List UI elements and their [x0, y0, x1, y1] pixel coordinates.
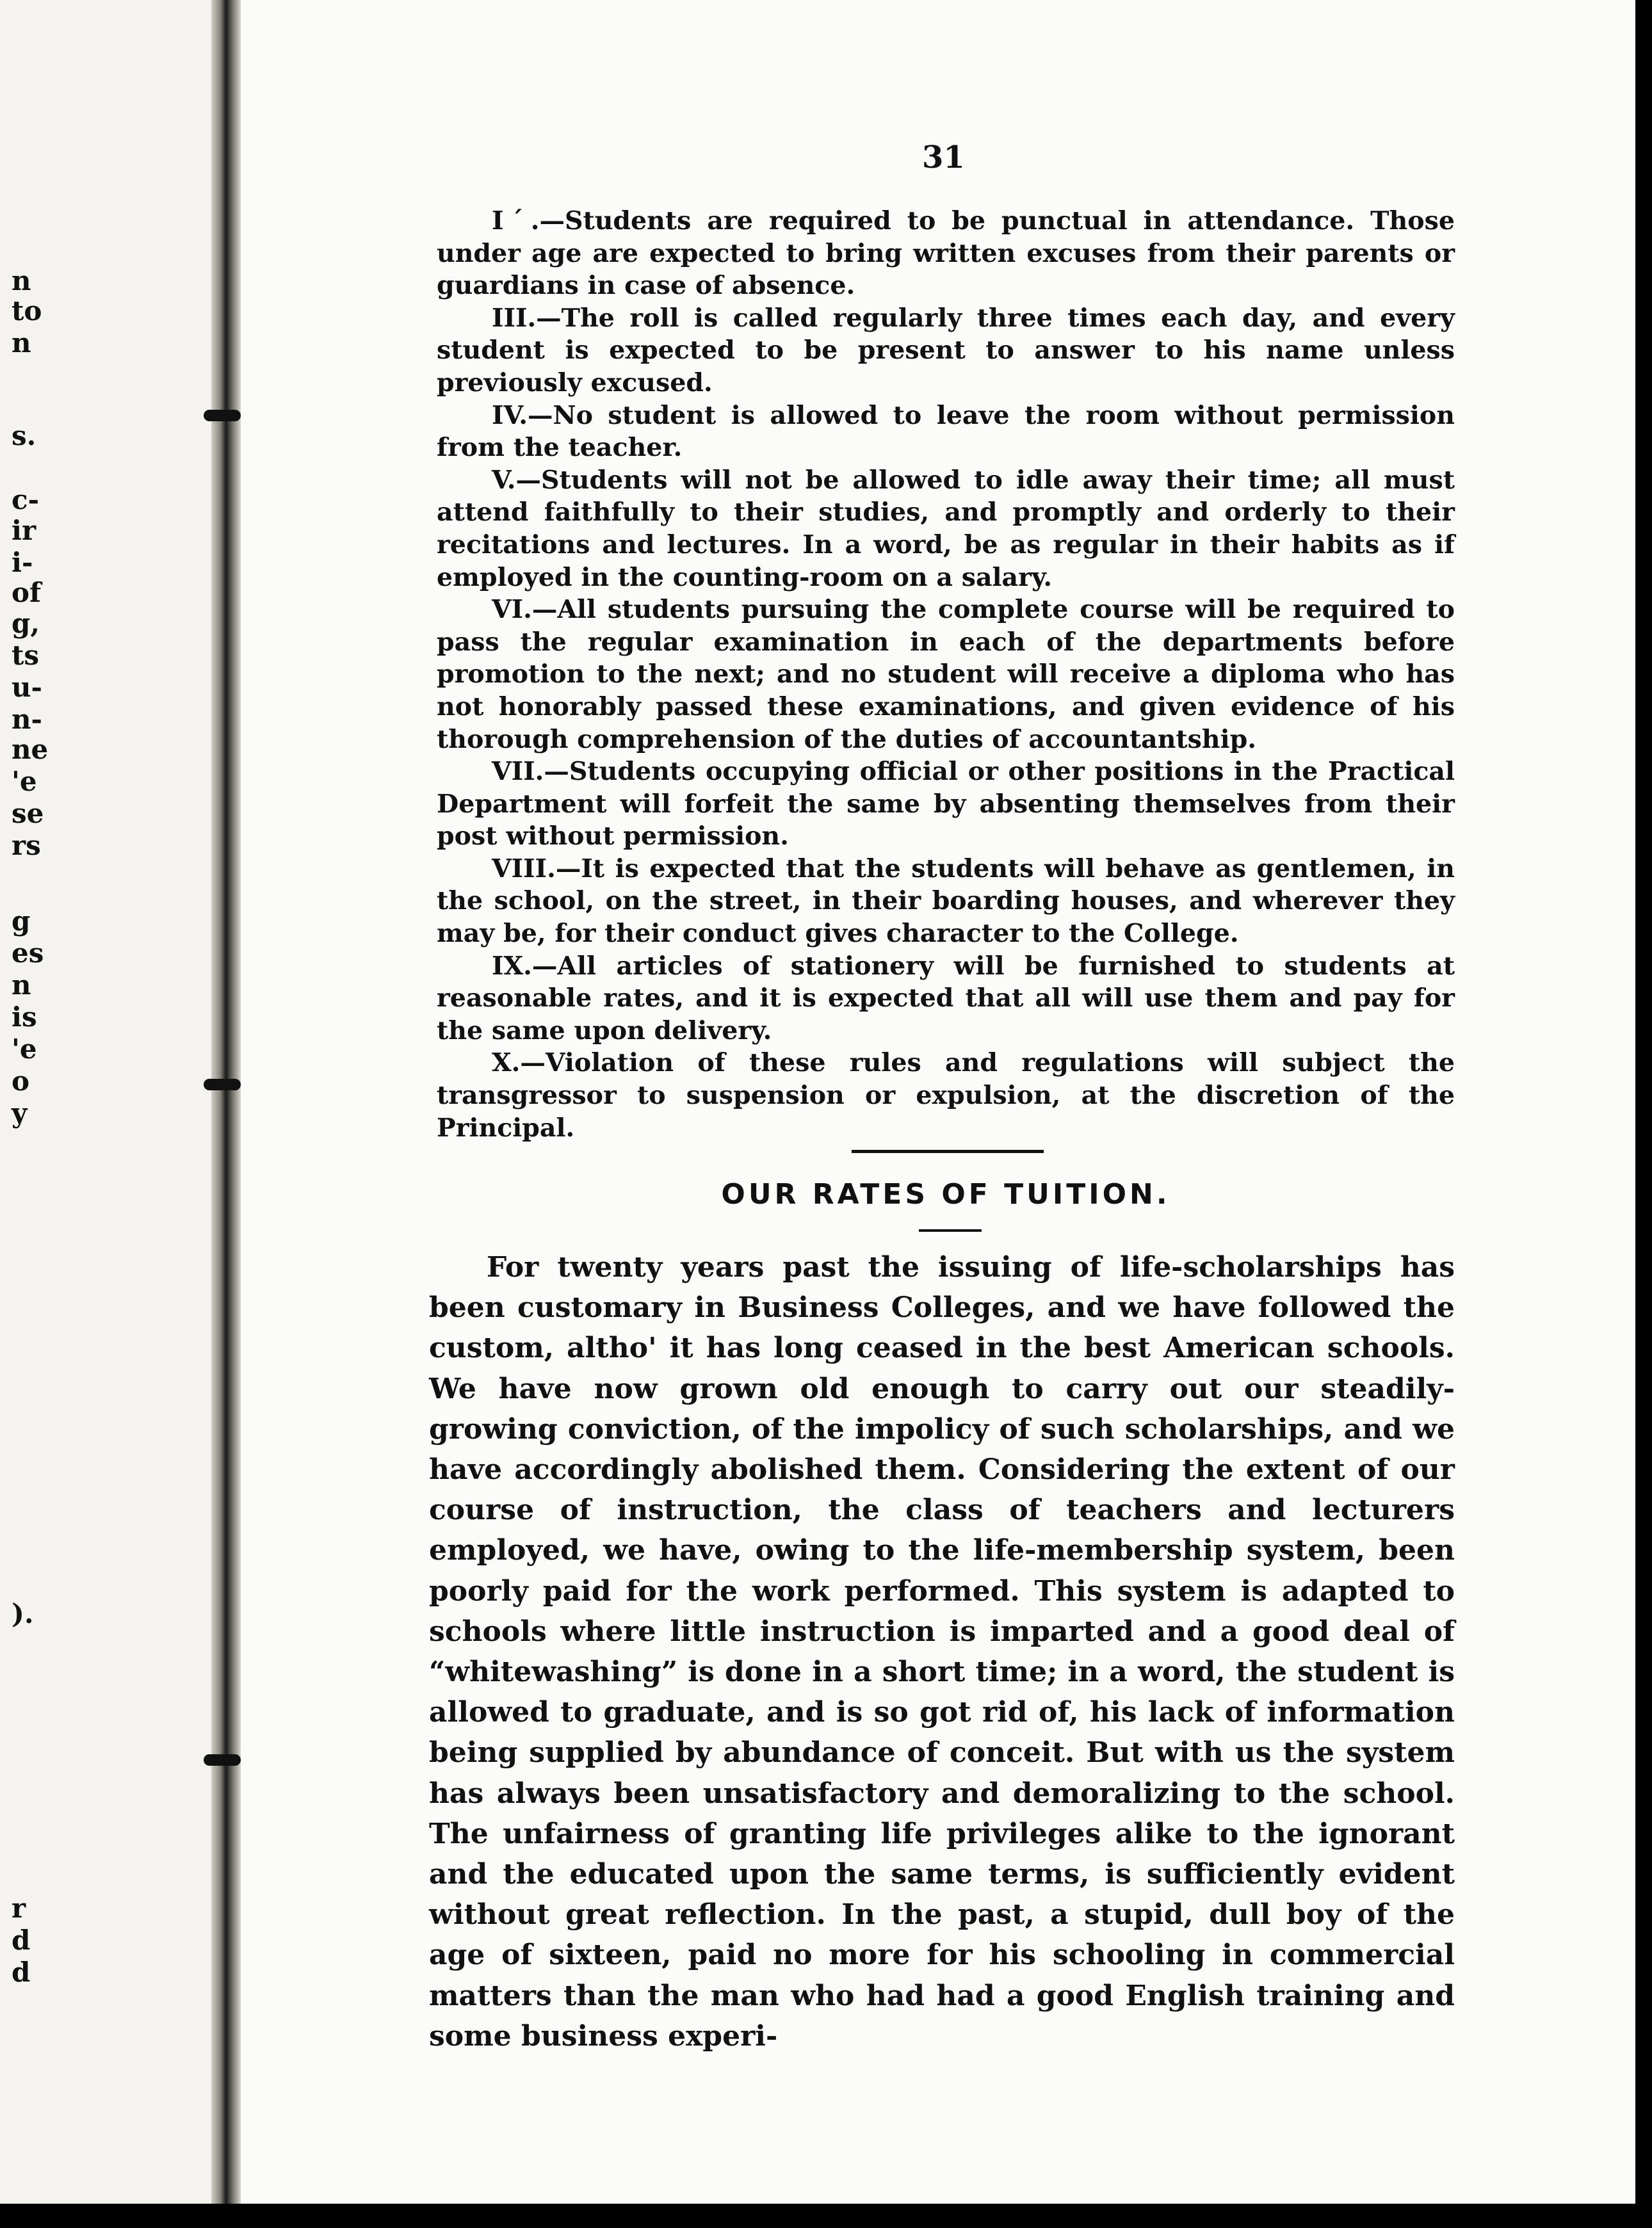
book-gutter — [211, 0, 241, 2228]
left-fragment: c- — [12, 484, 40, 515]
tuition-paragraph: For twenty years past the issuing of life-scholarships has been customary in Business Colleges, and we have followed the custom, altho' it has long ceased in the best American schools. We have now grown old enough to carry out our steadily-growing conviction, of the impolicy of such scholarships, and we have accordingly abolished them. Considering the extent of our course of instruction, the class of teachers and lecturers employed, we have, owing to the life-membership system, been poorly paid for the work performed. This system is adapted to schools where little instruction is imparted and a good deal of “whitewashing” is done in a short time; in a word, the student is allowed to graduate, and is so got rid of, his lack of information being supplied by abundance of conceit. But with us the system has always been unsatisfactory and demoralizing to the school. The unfairness of granting life privileges alike to the ignorant and the educated upon the same terms, is sufficiently evident without great reflection. In the past, a stupid, dull boy of the age of sixteen, paid no more for his schooling in commercial matters than the man who had had a good English training and some business experi- — [429, 1251, 1455, 2053]
rules-list — [437, 205, 1455, 1144]
binding-stitch — [204, 1079, 241, 1090]
left-fragment: es — [12, 937, 44, 969]
rule-item — [437, 464, 1455, 593]
left-fragment: ir — [12, 515, 36, 546]
rule-text: Iˊ.—Students are required to be punctual in attendance. Those under age are expected to bring written excuses from their parents or guardians in case of absence. — [437, 206, 1455, 301]
left-fragment: s. — [12, 420, 36, 451]
rule-item — [437, 205, 1455, 302]
left-fragment: n — [12, 327, 31, 359]
rule-item — [437, 950, 1455, 1047]
rule-item — [437, 853, 1455, 950]
rule-item — [437, 400, 1455, 464]
left-fragment: r — [12, 1893, 26, 1924]
rule-item — [437, 755, 1455, 853]
left-fragment: n- — [12, 704, 42, 735]
left-page — [0, 0, 211, 2228]
left-fragment: n — [12, 969, 31, 1001]
left-fragment: to — [12, 295, 42, 327]
left-fragment: d — [12, 1957, 31, 1988]
rule-text: V.—Students will not be allowed to idle away their time; all must attend faithfully to their studies, and promptly and orderly to their recitations and lectures. In a word, be as regular in their habits as if employed in the counting-room on a salary. — [437, 465, 1455, 592]
section-heading: OUR RATES OF TUITION. — [721, 1178, 1170, 1211]
left-fragment: ne — [12, 734, 49, 765]
left-fragment: ). — [12, 1598, 34, 1629]
rule-item — [437, 1047, 1455, 1144]
left-fragment: g — [12, 905, 31, 937]
left-fragment: rs — [12, 830, 41, 861]
left-fragment: is — [12, 1001, 37, 1033]
section-divider-bottom — [919, 1229, 982, 1232]
left-fragment: i- — [12, 547, 33, 578]
left-fragment: 'e — [12, 1033, 37, 1065]
rule-text: IX.—All articles of stationery will be furnished to students at reasonable rates, and it is expected that all will use them and pay for the same upon delivery. — [437, 951, 1455, 1045]
binding-stitch — [204, 1754, 241, 1766]
left-fragment: o — [12, 1065, 30, 1097]
binding-stitch — [204, 410, 241, 421]
left-fragment: of — [12, 577, 42, 608]
rule-text: VII.—Students occupying official or other positions in the Practical Department will forfeit the same by absenting themselves from their post without permission. — [437, 757, 1455, 852]
left-fragment: 'e — [12, 766, 37, 797]
page-bottom-edge — [0, 2204, 1652, 2228]
page-right-edge — [1635, 0, 1652, 2228]
left-page-text-fragments — [0, 0, 211, 2228]
left-fragment: n — [12, 265, 31, 296]
rule-text: III.—The roll is called regularly three times each day, and every student is expected to be present to answer to his name unless previously excused. — [437, 303, 1455, 398]
rule-text: VI.—All students pursuing the complete course will be required to pass the regular examination in each of the departments before promotion to the next; and no student will receive a diploma who has not honorably passed these examinations, and given evidence of his thorough comprehension of the duties of accountantship. — [437, 595, 1455, 754]
section-divider-top — [852, 1150, 1044, 1153]
left-fragment: g, — [12, 608, 40, 639]
rule-text: VIII.—It is expected that the students will behave as gentlemen, in the school, on the street, in their boarding houses, and wherever they may be, for their conduct gives character to the College. — [437, 853, 1455, 949]
left-fragment: d — [12, 1925, 31, 1956]
rule-item — [437, 593, 1455, 755]
rule-text: X.—Violation of these rules and regulations will subject the transgressor to suspension or expulsion, at the discretion of the Principal. — [437, 1048, 1455, 1143]
left-fragment: y — [12, 1097, 28, 1129]
left-fragment: ts — [12, 640, 40, 671]
rule-item — [437, 302, 1455, 400]
left-fragment: se — [12, 798, 44, 829]
left-fragment: u- — [12, 672, 42, 703]
page-number: 31 — [922, 140, 965, 175]
rule-text: IV.—No student is allowed to leave the room without permission from the teacher. — [437, 400, 1455, 463]
